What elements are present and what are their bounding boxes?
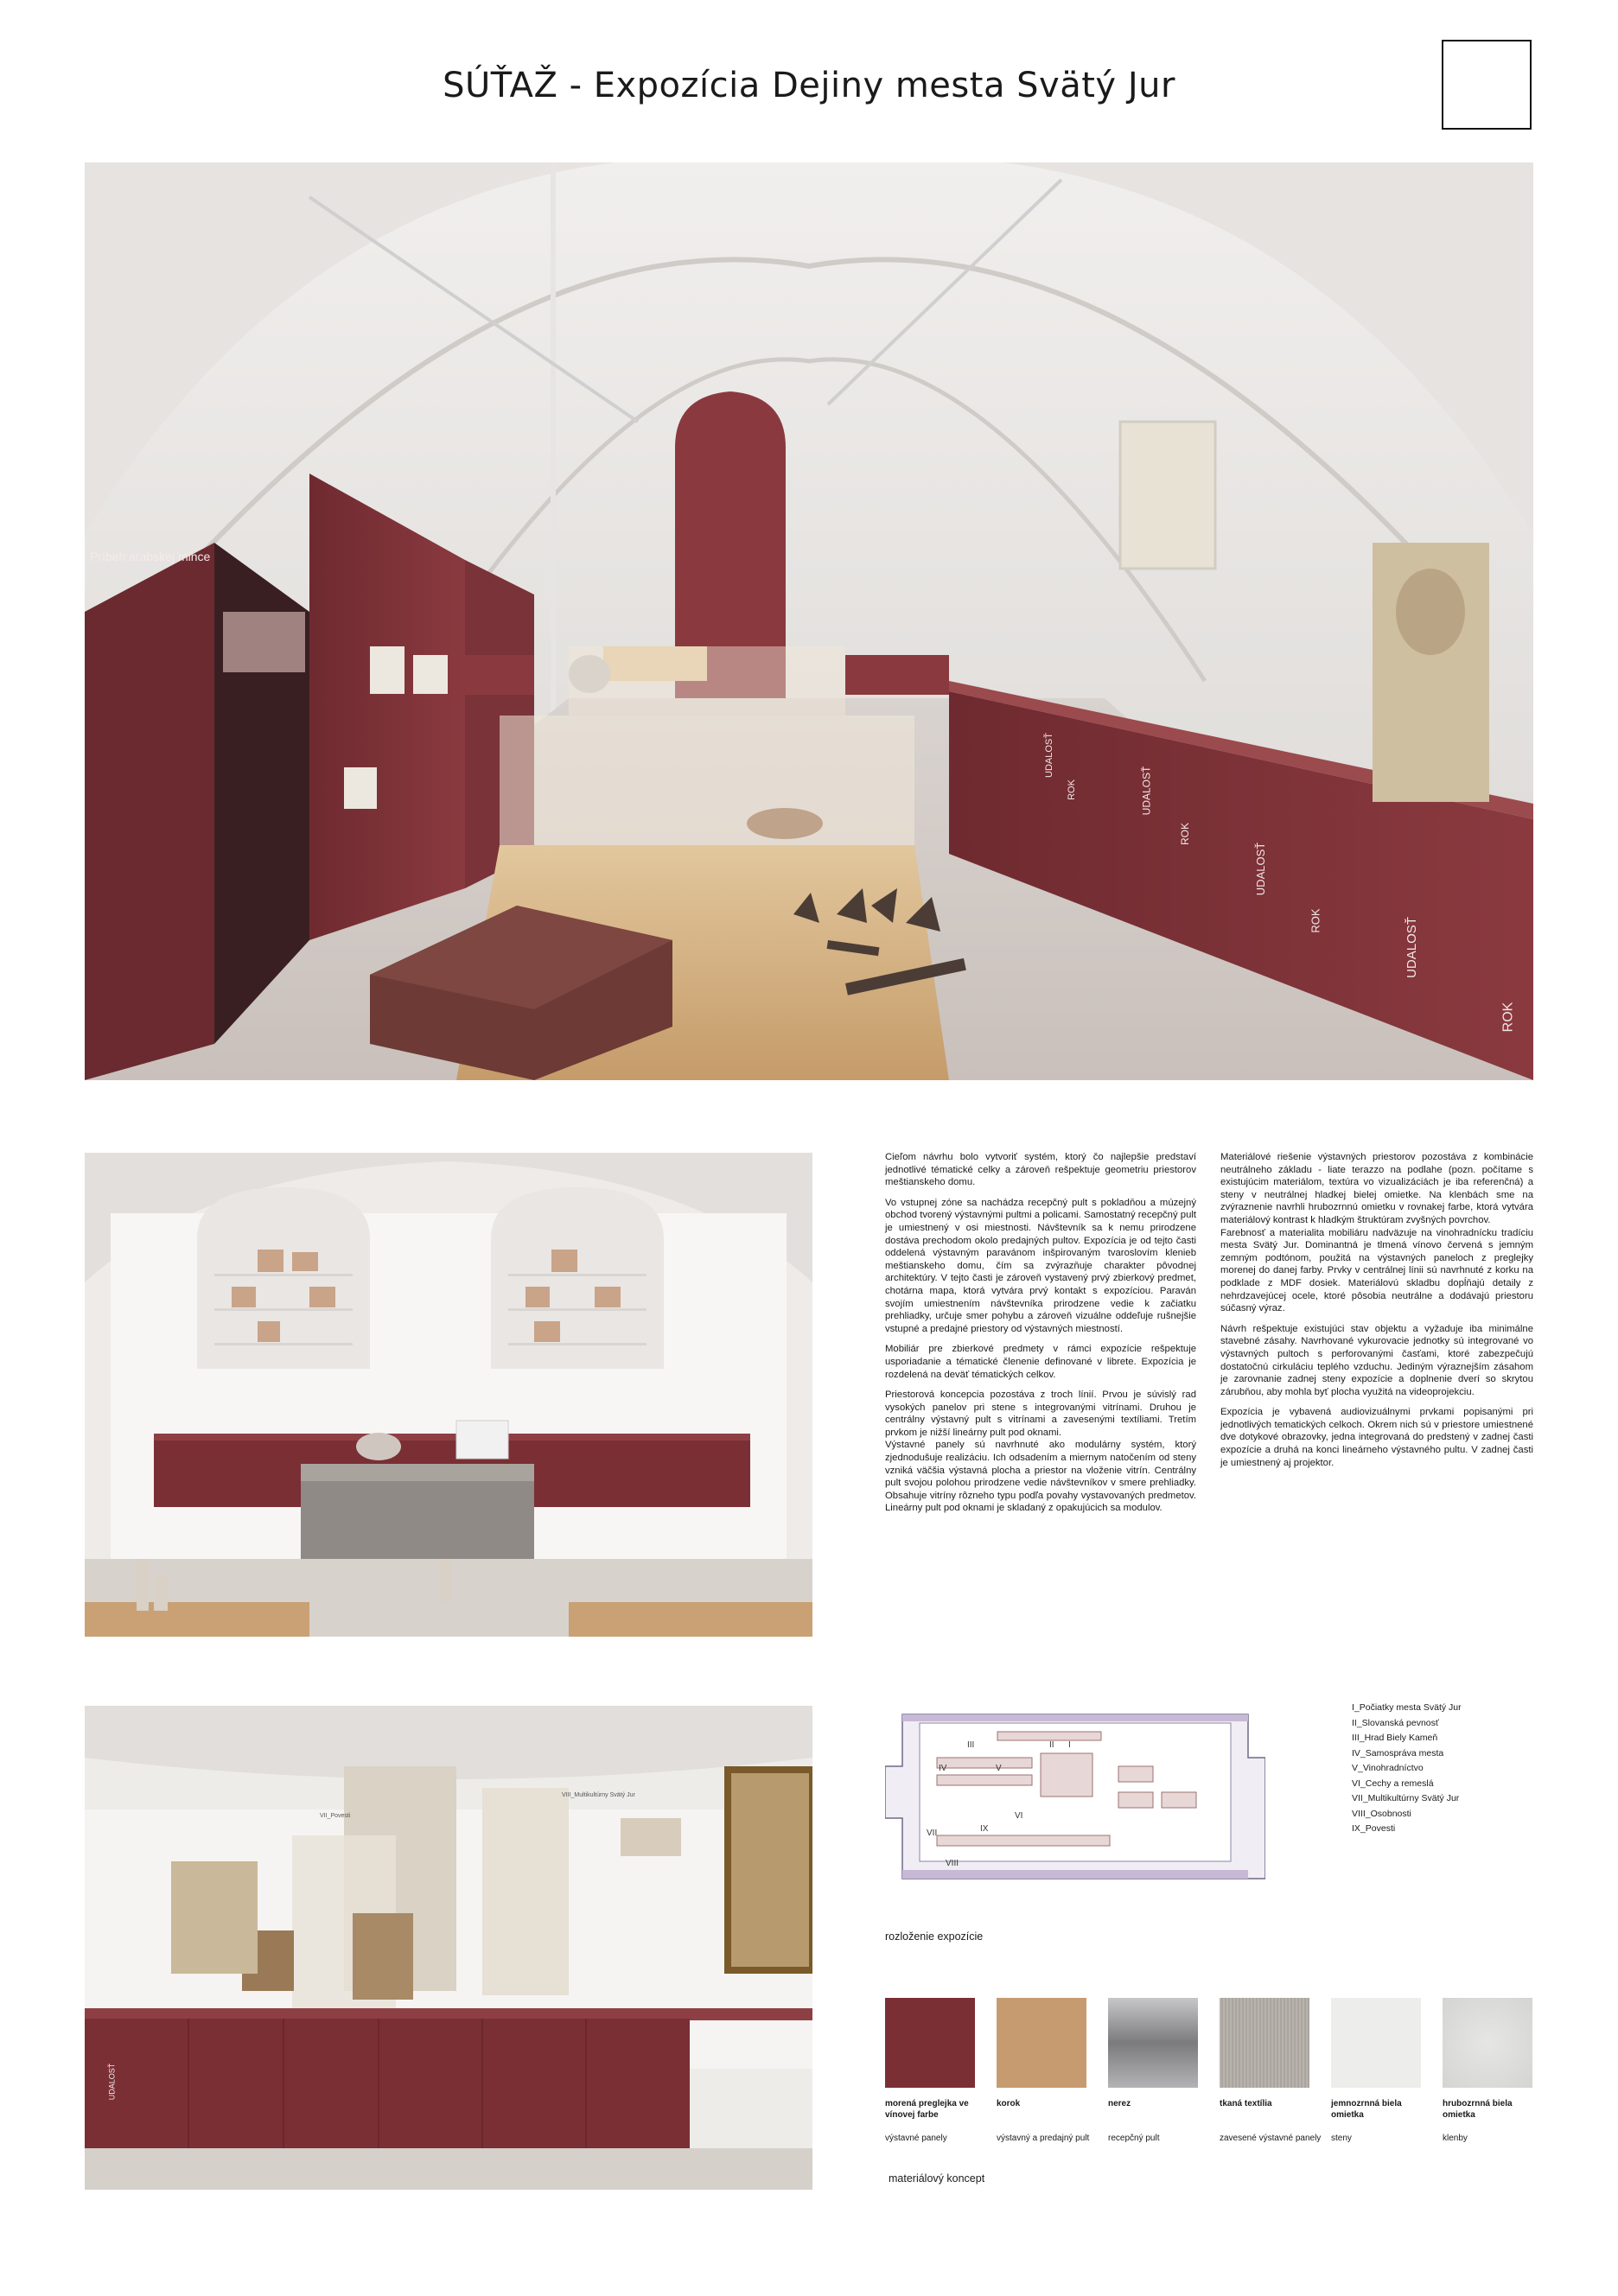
material-item bbox=[1108, 1998, 1212, 2144]
material-item bbox=[1220, 1998, 1323, 2144]
wall-label: VIII_Multikultúrny Svätý Jur bbox=[562, 1792, 635, 1798]
description-paragraph: Vo vstupnej zóne sa nachádza recepčný pult s pokladňou a múzejný obchod tvorený výstavnými pultmi a policami. Samostatný recepčný pult je umiestnený v osi miestnosti. Návštevník sa k nemu prirodzene dostáva prechodom okolo predajných pultov. Expozícia je od tejto časti oddelená výstavným paravánom inšpirovaným tvaroslovím klenieb meštianskeho domu, čím sa zvýrazňuje charakter pôvodnej architektúry. V tejto časti je zároveň vystavený prvý zbierkový predmet, chotárna mapa, ktorá vytvára prvý kontakt s expozíciou. Paraván svojím umiestnením návštevníka prirodzene vedie k začiatku prehliadky, určuje smer pohybu a zároveň vizuálne oddeľuje rušnejšie vstupné a predajné priestory od výstavných miestností. bbox=[885, 1197, 1196, 1334]
material-item bbox=[997, 1998, 1100, 2144]
material-name: tkaná textília bbox=[1220, 2099, 1272, 2108]
zone-label: VI bbox=[1015, 1811, 1023, 1821]
legend-item: I_Počiatky mesta Svätý Jur bbox=[1352, 1702, 1462, 1713]
material-use: klenby bbox=[1443, 2134, 1468, 2143]
material-swatch bbox=[997, 1998, 1086, 2088]
main-wall-label: Príbeh arabskej mince bbox=[90, 550, 211, 563]
page-title: SÚŤAŽ - Expozícia Dejiny mesta Svätý Jur bbox=[443, 66, 1175, 105]
material-swatch bbox=[885, 1998, 975, 2088]
material-name: morená preglejka ve vínovej farbe bbox=[885, 2099, 969, 2120]
legend-item: VII_Multikultúrny Svätý Jur bbox=[1352, 1793, 1460, 1803]
zone-label: III bbox=[967, 1740, 975, 1750]
material-name: hrubozrnná biela omietka bbox=[1443, 2099, 1513, 2120]
material-use: steny bbox=[1331, 2134, 1352, 2143]
zone-label: VIII bbox=[946, 1859, 959, 1868]
wall-label: VII_Povesti bbox=[320, 1813, 351, 1819]
description-paragraph: Mobiliár pre zbierkové predmety v rámci expozície rešpektuje usporiadanie a tématické členenie definované v librete. Expozícia je rozdelená na deväť tématických celkov. bbox=[885, 1344, 1196, 1380]
cabinet-label: UDALOSŤ bbox=[1254, 842, 1268, 896]
cabinet-label-group bbox=[1027, 716, 1528, 1061]
material-swatch bbox=[1220, 1998, 1309, 2088]
zone-label: VII bbox=[927, 1829, 938, 1838]
legend-item: III_Hrad Biely Kameň bbox=[1352, 1733, 1438, 1743]
legend-item: IX_Povesti bbox=[1352, 1823, 1396, 1834]
cabinet-label: ROK bbox=[1179, 822, 1192, 846]
description-paragraph: Cieľom návrhu bolo vytvoriť systém, ktorý čo najlepšie predstaví jednotlivé tématické celky a zároveň rešpektuje geometriu priestorov meštianskeho domu. bbox=[885, 1152, 1196, 1188]
floor-plan bbox=[885, 1706, 1265, 1887]
description-column-2 bbox=[1220, 1151, 1533, 1477]
materials-caption: materiálový koncept bbox=[889, 2172, 985, 2185]
description-column-1 bbox=[885, 1151, 1196, 1523]
cabinet-label: ROK bbox=[1500, 1002, 1516, 1033]
description-paragraph: Expozícia je vybavená audiovizuálnymi prvkami popisanými pri jednotlivých tematických celkoch. Okrem nich sú v priestore umiestnené dve dotykové obrazovky, jedna integrovaná do predstený v zadnej časti expozície a druhá na konci lineárneho výstavného pultu. V zadnej časti je umiestnený aj projektor. bbox=[1220, 1407, 1533, 1468]
cabinet-label: ROK bbox=[1066, 779, 1077, 800]
window-render-image bbox=[85, 1706, 812, 2190]
main-render-image bbox=[85, 162, 1533, 1080]
legend-item: II_Slovanská pevnosť bbox=[1352, 1717, 1439, 1728]
material-name: jemnozrnná biela omietka bbox=[1331, 2099, 1402, 2120]
reception-render-image bbox=[85, 1153, 812, 1637]
stamp-box bbox=[1442, 40, 1532, 130]
material-swatches bbox=[885, 1998, 1542, 2171]
material-swatch bbox=[1108, 1998, 1198, 2088]
legend-item: IV_Samospráva mesta bbox=[1352, 1747, 1444, 1759]
material-item bbox=[1443, 1998, 1542, 2144]
material-use: zavesené výstavné panely bbox=[1220, 2134, 1322, 2143]
cabinet-label: UDALOSŤ bbox=[107, 2063, 117, 2101]
cabinet-label: UDALOSŤ bbox=[1140, 766, 1153, 816]
material-use: recepčný pult bbox=[1108, 2134, 1160, 2143]
material-use: výstavný a predajný pult bbox=[997, 2134, 1090, 2143]
plan-caption: rozloženie expozície bbox=[885, 1930, 984, 1943]
material-name: korok bbox=[997, 2099, 1021, 2108]
material-name: nerez bbox=[1108, 2099, 1131, 2108]
legend-item: VIII_Osobnosti bbox=[1352, 1808, 1411, 1819]
material-item bbox=[1331, 1998, 1435, 2144]
cabinet-label: ROK bbox=[1309, 908, 1322, 933]
description-paragraph: Návrh rešpektuje existujúci stav objektu a vyžaduje iba minimálne stavebné zásahy. Navrhované vykurovacie jednotky sú integrované vo výstavných pultoch s perforovanými časťami, ktoré zabezpečujú dostatočnú cirkuláciu teplého vzduchu. Jediným výraznejším zásahom je zarovnanie zadnej steny expozície a doplnenie dverí so skrytou zárubňou, aby mohla byť plocha využitá na videoprojekciu. bbox=[1220, 1323, 1533, 1397]
zone-label: V bbox=[996, 1764, 1002, 1773]
zone-label: IX bbox=[980, 1824, 989, 1834]
legend-item: VI_Cechy a remeslá bbox=[1352, 1778, 1434, 1789]
zone-label: II bbox=[1049, 1740, 1054, 1750]
material-swatch bbox=[1331, 1998, 1421, 2088]
material-use: výstavné panely bbox=[885, 2134, 947, 2143]
legend-item: V_Vinohradníctvo bbox=[1352, 1763, 1424, 1773]
plan-legend bbox=[1352, 1701, 1542, 1837]
zone-label: IV bbox=[939, 1764, 947, 1773]
cabinet-label: UDALOSŤ bbox=[1404, 917, 1419, 978]
material-item bbox=[885, 1998, 989, 2144]
description-paragraph: Materiálové riešenie výstavných priestorov pozostáva z kombinácie neutrálneho základu - liate terazzo na podlahe (pozn. počítame s existujúcim materiálom, textúra vo vizualizáciách je iba referenčná) a steny v neutrálnej hladkej bielej omietke. Na klenbách sme na zvýraznenie navrhli hrubozrnnú omietku v rovnakej farbe, ktorá vytvára materiálový kontrast k hladkým štruktúram zvyšných povrchov. Farebnosť a materialita mobiliáru nadväzuje na vinohradnícku tradíciu mesta Svätý Jur. Dominantná je tlmená vínovo červená s jemným zemným podtónom, použitá na výstavných paneloch z preglejky morenej do danej farby. Prvky v centrálnej línii sú navrhnuté z korku na podklade z MDF dosiek. Materiálovú skladbu dopĺňajú detaily z nehrdzavejúcej ocele, ktoré pôsobia neutrálne a dodávajú priestoru súčasný výraz. bbox=[1220, 1152, 1533, 1314]
description-paragraph: Priestorová koncepcia pozostáva z troch línií. Prvou je súvislý rad vysokých panelov pri stene s integrovanými vitrínami. Druhou je centrálny výstavný pult s vitrínami a zavesenými textíliami. Tretím prvkom je nižší lineárny pult pod oknami. Výstavné panely sú navrhnuté ako modulárny systém, ktorý zjednodušuje realizáciu. Ich odsadením a miernym natočením od steny vzniká väčšia výstavná plocha a priestor na vloženie vitrín. Centrálny pult svojou polohou prirodzene vedie návštevníkov v smere prehliadky. Obsahuje vitríny rôzneho typu podľa povahy vystavovaných predmetov. Lineárny pult pod oknami je skladaný z opakujúcich sa modulov. bbox=[885, 1390, 1196, 1514]
cabinet-label: UDALOSŤ bbox=[1043, 733, 1054, 778]
material-swatch bbox=[1443, 1998, 1532, 2088]
zone-label: I bbox=[1068, 1740, 1071, 1750]
